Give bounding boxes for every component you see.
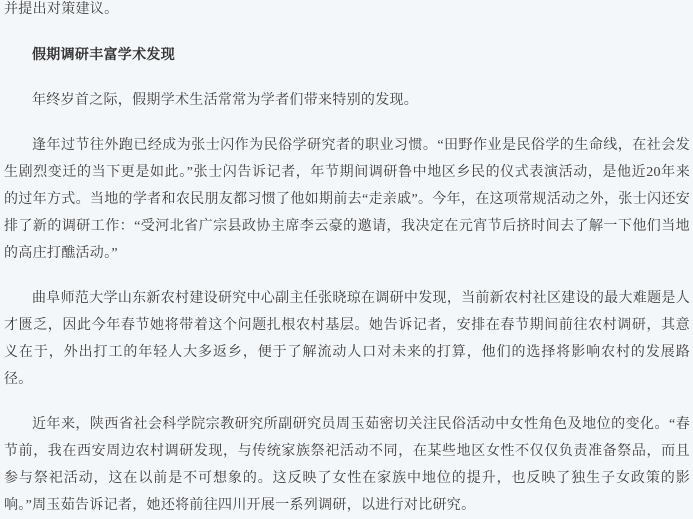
paragraph-zhouyuru: 近年来，陕西省社会科学院宗教研究所副研究员周玉茹密切关注民俗活动中女性角色及地位的变化。“春节前，我在西安周边农村调研发现，与传统家族祭祀活动不同，在某些地区女性不仅仅负责准备祭品，而且参与祭祀活动，这在以前是不可想象的。这反映了女性在家族中地位的提升，也反映了独生子女政策的影响。”周玉茹告诉记者，她还将前往四川开展一系列调研，以进行对比研究。 bbox=[4, 417, 690, 513]
paragraph-continuation: 并提出对策建议。 bbox=[4, 2, 119, 17]
paragraph-intro: 年终岁首之际，假期学术生活常常为学者们带来特别的发现。 bbox=[32, 93, 419, 108]
section-heading: 假期调研丰富学术发现 bbox=[32, 48, 175, 63]
paragraph-zhangxiaoqiong: 曲阜师范大学山东新农村建设研究中心副主任张晓琼在调研中发现，当前新农村社区建设的最大难题是人才匮乏，因此今年春节她将带着这个问题扎根农村基层。她告诉记者，安排在春节期间前往农村调研，其意义在于，外出打工的年轻人大多返乡，便于了解流动人口对未来的打算，他们的选择将影响农村的发展路径。 bbox=[4, 291, 690, 387]
paragraph-zhangshishan: 逢年过节往外跑已经成为张士闪作为民俗学研究者的职业习惯。“田野作业是民俗学的生命线，在社会发生剧烈变迁的当下更是如此。”张士闪告诉记者，年节期间调研鲁中地区乡民的仪式表演活动，是他近20年来的过年方式。当地的学者和农民朋友都习惯了他如期前去“走亲戚”。今年，在这项常规活动之外，张士闪还安排了新的调研工作：“受河北省广宗县政协主席李云豪的邀请，我决定在元宵节后挤时间去了解一下他们当地的高庄打醮活动。” bbox=[4, 138, 690, 261]
